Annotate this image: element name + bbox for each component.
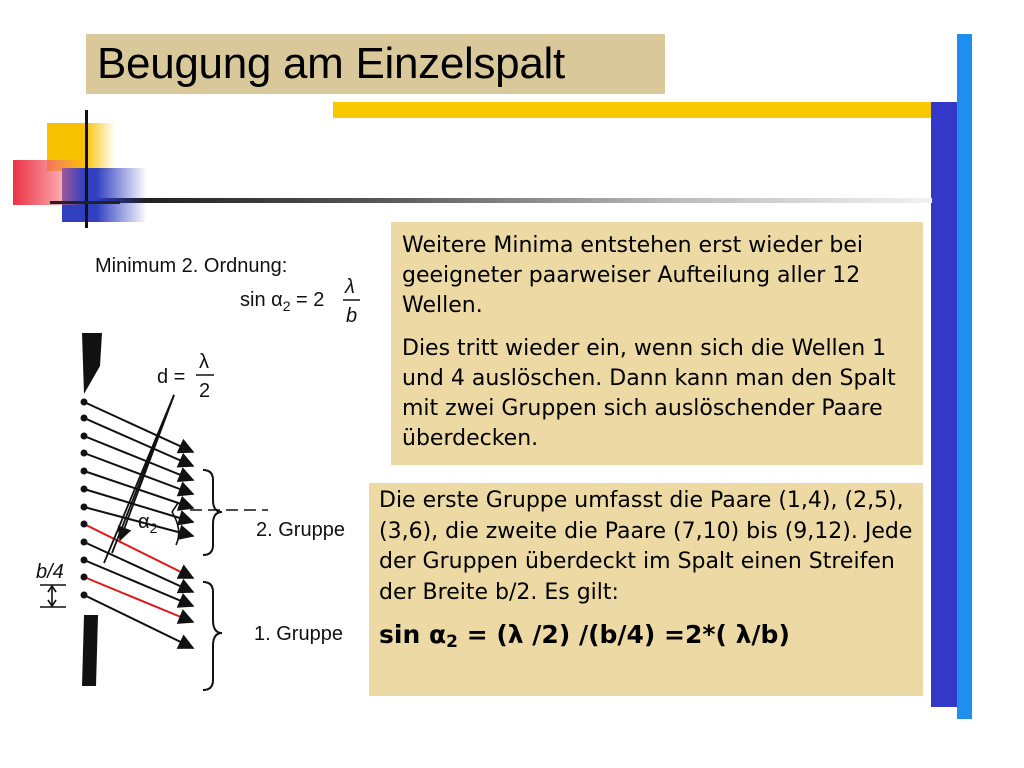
brace-group-1 — [203, 582, 222, 690]
group2-label: 2. Gruppe — [256, 519, 345, 541]
box1-paragraph-1: Weitere Minima entstehen erst wieder bei geeigneter paarweiser Aufteilung aller 12 Wellen. — [402, 233, 864, 318]
box2-paragraph: Die erste Gruppe umfasst die Paare (1,4), (2,5), (3,6), die zweite die Paare (7,10) bis (9,12). Jede der Gruppen überdeckt im Spalt einen Streifen der Breite b/2. Es gilt: — [379, 488, 913, 605]
b4-measure — [40, 585, 66, 607]
explanation-box-1 — [391, 222, 923, 465]
box1-paragraph-2: Dies tritt wieder ein, wenn sich die Wellen 1 und 4 auslöschen. Dann kann man den Spalt mit zwei Gruppen sich auslöschender Paare überdecken. — [402, 336, 896, 451]
explanation-box-2 — [369, 483, 923, 696]
alpha-label: $\alpha_2$ — [138, 511, 158, 536]
formula — [379, 619, 913, 658]
source-dots — [81, 399, 88, 599]
formula-lhs: sin α — [379, 620, 447, 649]
group1-label: 1. Gruppe — [254, 623, 343, 645]
alpha-arc-tick — [172, 503, 178, 512]
slit-wall-top — [82, 333, 102, 394]
d-denominator: 2 — [199, 380, 211, 402]
path-difference-lines — [104, 395, 174, 563]
figure-heading: Minimum 2. Ordnung: — [95, 255, 288, 277]
d-label: d = — [157, 366, 186, 388]
figure-equation-denominator: b — [346, 305, 358, 327]
figure-equation-numerator: λ — [345, 276, 355, 298]
d-numerator: λ — [199, 351, 209, 373]
slide-title: Beugung am Einzelspalt — [97, 39, 565, 88]
wave-arrow — [84, 402, 193, 452]
figure-equation-lhs: $\sin \alpha_2 = 2$ — [240, 289, 325, 314]
formula-subscript: 2 — [446, 632, 458, 652]
slit-wall-bottom — [82, 615, 98, 686]
b4-label: b/4 — [36, 561, 64, 583]
formula-rhs: = (λ /2) /(b/4) =2*( λ/b) — [457, 620, 790, 649]
wave-arrows-red — [84, 524, 193, 622]
brace-group-2 — [203, 470, 222, 555]
wave-arrow — [84, 595, 193, 648]
